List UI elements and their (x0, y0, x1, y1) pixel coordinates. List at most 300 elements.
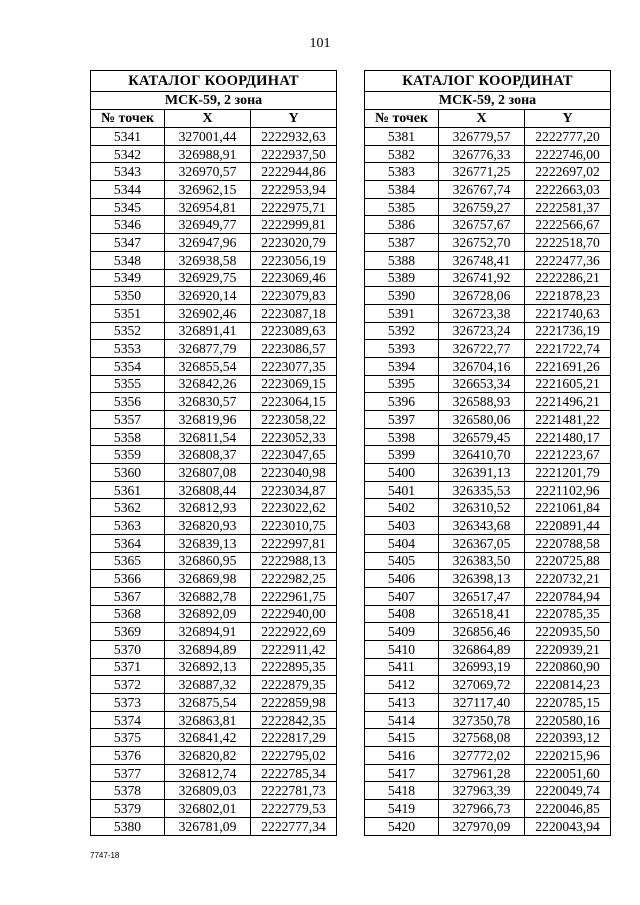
y-coordinate-cell: 2222937,50 (251, 145, 337, 163)
table-row (91, 163, 337, 181)
table-row (365, 322, 611, 340)
point-number-cell: 5415 (365, 729, 439, 747)
y-coordinate-cell: 2222988,13 (251, 552, 337, 570)
y-coordinate-cell: 2222961,75 (251, 587, 337, 605)
y-coordinate-cell: 2220784,94 (525, 587, 611, 605)
table-row (365, 446, 611, 464)
y-coordinate-cell: 2221061,84 (525, 499, 611, 517)
point-number-cell: 5418 (365, 782, 439, 800)
x-coordinate-cell: 326855,54 (165, 357, 251, 375)
y-coordinate-cell: 2221605,21 (525, 375, 611, 393)
y-coordinate-cell: 2222817,29 (251, 729, 337, 747)
x-coordinate-cell: 326812,74 (165, 764, 251, 782)
x-coordinate-cell: 326875,54 (165, 694, 251, 712)
x-coordinate-cell: 326864,89 (439, 640, 525, 658)
x-coordinate-cell: 326588,93 (439, 393, 525, 411)
point-number-cell: 5354 (91, 357, 165, 375)
y-coordinate-cell: 2222997,81 (251, 534, 337, 552)
point-number-cell: 5394 (365, 357, 439, 375)
y-coordinate-cell: 2223069,46 (251, 269, 337, 287)
y-coordinate-cell: 2223087,18 (251, 304, 337, 322)
y-coordinate-cell: 2222518,70 (525, 234, 611, 252)
y-coordinate-cell: 2222975,71 (251, 198, 337, 216)
header-point-number: № точек (365, 110, 439, 128)
point-number-cell: 5398 (365, 428, 439, 446)
y-coordinate-cell: 2222859,98 (251, 694, 337, 712)
y-coordinate-cell: 2221496,21 (525, 393, 611, 411)
x-coordinate-cell: 326383,50 (439, 552, 525, 570)
table-row (91, 800, 337, 818)
x-coordinate-cell: 326954,81 (165, 198, 251, 216)
y-coordinate-cell: 2223079,83 (251, 287, 337, 305)
point-number-cell: 5381 (365, 128, 439, 146)
y-coordinate-cell: 2223010,75 (251, 517, 337, 535)
point-number-cell: 5367 (91, 587, 165, 605)
point-number-cell: 5357 (91, 411, 165, 429)
table-row (365, 623, 611, 641)
x-coordinate-cell: 327772,02 (439, 747, 525, 765)
y-coordinate-cell: 2222779,53 (251, 800, 337, 818)
table-row (91, 764, 337, 782)
point-number-cell: 5416 (365, 747, 439, 765)
table-row (365, 411, 611, 429)
y-coordinate-cell: 2221480,17 (525, 428, 611, 446)
point-number-cell: 5406 (365, 570, 439, 588)
y-coordinate-cell: 2220393,12 (525, 729, 611, 747)
point-number-cell: 5399 (365, 446, 439, 464)
table-row (365, 128, 611, 146)
point-number-cell: 5386 (365, 216, 439, 234)
y-coordinate-cell: 2220043,94 (525, 817, 611, 835)
point-number-cell: 5420 (365, 817, 439, 835)
table-row (365, 747, 611, 765)
table-row (365, 340, 611, 358)
x-coordinate-cell: 326820,93 (165, 517, 251, 535)
table-row (91, 534, 337, 552)
y-coordinate-cell: 2222795,02 (251, 747, 337, 765)
y-coordinate-cell: 2221722,74 (525, 340, 611, 358)
document-code: 7747-18 (90, 851, 120, 860)
table-row (365, 711, 611, 729)
table-row (365, 694, 611, 712)
table-row (365, 357, 611, 375)
table-row (91, 817, 337, 835)
y-coordinate-cell: 2220814,23 (525, 676, 611, 694)
coordinate-catalog-left (90, 70, 337, 836)
x-coordinate-cell: 326819,96 (165, 411, 251, 429)
table-row (91, 446, 337, 464)
x-coordinate-cell: 326863,81 (165, 711, 251, 729)
header-x: X (165, 110, 251, 128)
y-coordinate-cell: 2223056,19 (251, 251, 337, 269)
y-coordinate-cell: 2223052,33 (251, 428, 337, 446)
table-row (91, 640, 337, 658)
point-number-cell: 5342 (91, 145, 165, 163)
point-number-cell: 5417 (365, 764, 439, 782)
x-coordinate-cell: 326723,24 (439, 322, 525, 340)
x-coordinate-cell: 326860,95 (165, 552, 251, 570)
y-coordinate-cell: 2221102,96 (525, 481, 611, 499)
point-number-cell: 5401 (365, 481, 439, 499)
x-coordinate-cell: 326887,32 (165, 676, 251, 694)
point-number-cell: 5404 (365, 534, 439, 552)
table-row (91, 251, 337, 269)
table-row (91, 393, 337, 411)
table-row (365, 517, 611, 535)
x-coordinate-cell: 326410,70 (439, 446, 525, 464)
point-number-cell: 5366 (91, 570, 165, 588)
point-number-cell: 5391 (365, 304, 439, 322)
table-row (91, 623, 337, 641)
y-coordinate-cell: 2223089,63 (251, 322, 337, 340)
x-coordinate-cell: 326722,77 (439, 340, 525, 358)
point-number-cell: 5378 (91, 782, 165, 800)
x-coordinate-cell: 326894,91 (165, 623, 251, 641)
x-coordinate-cell: 326779,57 (439, 128, 525, 146)
y-coordinate-cell: 2222953,94 (251, 181, 337, 199)
table-row (365, 782, 611, 800)
table-row (365, 800, 611, 818)
x-coordinate-cell: 326892,13 (165, 658, 251, 676)
y-coordinate-cell: 2220049,74 (525, 782, 611, 800)
y-coordinate-cell: 2220725,88 (525, 552, 611, 570)
x-coordinate-cell: 326869,98 (165, 570, 251, 588)
point-number-cell: 5345 (91, 198, 165, 216)
table-row (365, 534, 611, 552)
table-row (365, 587, 611, 605)
table-row (91, 181, 337, 199)
table-row (365, 163, 611, 181)
point-number-cell: 5402 (365, 499, 439, 517)
table-row (91, 658, 337, 676)
x-coordinate-cell: 327966,73 (439, 800, 525, 818)
table-row (91, 552, 337, 570)
x-coordinate-cell: 326947,96 (165, 234, 251, 252)
x-coordinate-cell: 326579,45 (439, 428, 525, 446)
table-row (365, 393, 611, 411)
point-number-cell: 5397 (365, 411, 439, 429)
y-coordinate-cell: 2222286,21 (525, 269, 611, 287)
table-row (91, 269, 337, 287)
point-number-cell: 5375 (91, 729, 165, 747)
point-number-cell: 5363 (91, 517, 165, 535)
x-coordinate-cell: 326877,79 (165, 340, 251, 358)
x-coordinate-cell: 327961,28 (439, 764, 525, 782)
y-coordinate-cell: 2220046,85 (525, 800, 611, 818)
x-coordinate-cell: 326367,05 (439, 534, 525, 552)
x-coordinate-cell: 326811,54 (165, 428, 251, 446)
x-coordinate-cell: 326723,38 (439, 304, 525, 322)
x-coordinate-cell: 326993,19 (439, 658, 525, 676)
y-coordinate-cell: 2220935,50 (525, 623, 611, 641)
point-number-cell: 5388 (365, 251, 439, 269)
point-number-cell: 5379 (91, 800, 165, 818)
point-number-cell: 5389 (365, 269, 439, 287)
y-coordinate-cell: 2223064,15 (251, 393, 337, 411)
table-row (365, 145, 611, 163)
x-coordinate-cell: 326776,33 (439, 145, 525, 163)
point-number-cell: 5368 (91, 605, 165, 623)
x-coordinate-cell: 326856,46 (439, 623, 525, 641)
x-coordinate-cell: 326894,89 (165, 640, 251, 658)
point-number-cell: 5352 (91, 322, 165, 340)
table-row (91, 375, 337, 393)
point-number-cell: 5393 (365, 340, 439, 358)
point-number-cell: 5413 (365, 694, 439, 712)
table-row (91, 428, 337, 446)
x-coordinate-cell: 326949,77 (165, 216, 251, 234)
point-number-cell: 5408 (365, 605, 439, 623)
y-coordinate-cell: 2222932,63 (251, 128, 337, 146)
y-coordinate-cell: 2222944,86 (251, 163, 337, 181)
point-number-cell: 5365 (91, 552, 165, 570)
y-coordinate-cell: 2222982,25 (251, 570, 337, 588)
x-coordinate-cell: 327001,44 (165, 128, 251, 146)
table-row (365, 658, 611, 676)
point-number-cell: 5380 (91, 817, 165, 835)
table-row (91, 216, 337, 234)
point-number-cell: 5358 (91, 428, 165, 446)
y-coordinate-cell: 2220051,60 (525, 764, 611, 782)
point-number-cell: 5341 (91, 128, 165, 146)
table-row (365, 287, 611, 305)
y-coordinate-cell: 2222746,00 (525, 145, 611, 163)
table-row (91, 605, 337, 623)
y-coordinate-cell: 2222922,69 (251, 623, 337, 641)
point-number-cell: 5356 (91, 393, 165, 411)
x-coordinate-cell: 327963,39 (439, 782, 525, 800)
table-row (91, 234, 337, 252)
x-coordinate-cell: 326892,09 (165, 605, 251, 623)
point-number-cell: 5376 (91, 747, 165, 765)
point-number-cell: 5382 (365, 145, 439, 163)
x-coordinate-cell: 327069,72 (439, 676, 525, 694)
table-row (365, 481, 611, 499)
x-coordinate-cell: 326938,58 (165, 251, 251, 269)
y-coordinate-cell: 2220891,44 (525, 517, 611, 535)
x-coordinate-cell: 326767,74 (439, 181, 525, 199)
point-number-cell: 5412 (365, 676, 439, 694)
x-coordinate-cell: 326839,13 (165, 534, 251, 552)
point-number-cell: 5370 (91, 640, 165, 658)
table-row (91, 676, 337, 694)
catalog-body (91, 128, 337, 836)
point-number-cell: 5360 (91, 464, 165, 482)
point-number-cell: 5346 (91, 216, 165, 234)
x-coordinate-cell: 326580,06 (439, 411, 525, 429)
y-coordinate-cell: 2222777,20 (525, 128, 611, 146)
y-coordinate-cell: 2222781,73 (251, 782, 337, 800)
point-number-cell: 5343 (91, 163, 165, 181)
x-coordinate-cell: 326841,42 (165, 729, 251, 747)
table-row (91, 357, 337, 375)
x-coordinate-cell: 326653,34 (439, 375, 525, 393)
point-number-cell: 5414 (365, 711, 439, 729)
y-coordinate-cell: 2222777,34 (251, 817, 337, 835)
y-coordinate-cell: 2220860,90 (525, 658, 611, 676)
y-coordinate-cell: 2222697,02 (525, 163, 611, 181)
point-number-cell: 5396 (365, 393, 439, 411)
y-coordinate-cell: 2221201,79 (525, 464, 611, 482)
table-row (365, 464, 611, 482)
x-coordinate-cell: 326902,46 (165, 304, 251, 322)
catalog-zone: МСК-59, 2 зона (365, 92, 611, 110)
point-number-cell: 5410 (365, 640, 439, 658)
y-coordinate-cell: 2220785,35 (525, 605, 611, 623)
x-coordinate-cell: 326752,70 (439, 234, 525, 252)
x-coordinate-cell: 326970,57 (165, 163, 251, 181)
table-row (91, 517, 337, 535)
table-row (91, 128, 337, 146)
x-coordinate-cell: 327117,40 (439, 694, 525, 712)
table-row (91, 145, 337, 163)
y-coordinate-cell: 2222581,37 (525, 198, 611, 216)
table-row (365, 251, 611, 269)
y-coordinate-cell: 2221878,23 (525, 287, 611, 305)
point-number-cell: 5377 (91, 764, 165, 782)
x-coordinate-cell: 326771,25 (439, 163, 525, 181)
y-coordinate-cell: 2222911,42 (251, 640, 337, 658)
table-row (91, 481, 337, 499)
y-coordinate-cell: 2222879,35 (251, 676, 337, 694)
point-number-cell: 5392 (365, 322, 439, 340)
table-row (365, 499, 611, 517)
y-coordinate-cell: 2220785,15 (525, 694, 611, 712)
x-coordinate-cell: 326808,37 (165, 446, 251, 464)
table-row (365, 234, 611, 252)
x-coordinate-cell: 326809,03 (165, 782, 251, 800)
table-row (91, 287, 337, 305)
catalog-title: КАТАЛОГ КООРДИНАТ (91, 71, 337, 92)
table-row (365, 198, 611, 216)
table-row (91, 499, 337, 517)
point-number-cell: 5344 (91, 181, 165, 199)
table-row (91, 747, 337, 765)
table-row (365, 570, 611, 588)
point-number-cell: 5385 (365, 198, 439, 216)
x-coordinate-cell: 326802,01 (165, 800, 251, 818)
table-row (91, 711, 337, 729)
y-coordinate-cell: 2223047,65 (251, 446, 337, 464)
x-coordinate-cell: 326962,15 (165, 181, 251, 199)
table-row (91, 411, 337, 429)
table-row (365, 375, 611, 393)
table-row (365, 605, 611, 623)
table-row (365, 304, 611, 322)
x-coordinate-cell: 326517,47 (439, 587, 525, 605)
y-coordinate-cell: 2223034,87 (251, 481, 337, 499)
y-coordinate-cell: 2220732,21 (525, 570, 611, 588)
y-coordinate-cell: 2220788,58 (525, 534, 611, 552)
point-number-cell: 5373 (91, 694, 165, 712)
x-coordinate-cell: 326808,44 (165, 481, 251, 499)
header-point-number: № точек (91, 110, 165, 128)
x-coordinate-cell: 326310,52 (439, 499, 525, 517)
y-coordinate-cell: 2221740,63 (525, 304, 611, 322)
table-row (365, 552, 611, 570)
x-coordinate-cell: 326988,91 (165, 145, 251, 163)
point-number-cell: 5419 (365, 800, 439, 818)
point-number-cell: 5403 (365, 517, 439, 535)
x-coordinate-cell: 326343,68 (439, 517, 525, 535)
y-coordinate-cell: 2221736,19 (525, 322, 611, 340)
header-y: Y (525, 110, 611, 128)
table-row (91, 340, 337, 358)
x-coordinate-cell: 326891,41 (165, 322, 251, 340)
point-number-cell: 5411 (365, 658, 439, 676)
point-number-cell: 5400 (365, 464, 439, 482)
y-coordinate-cell: 2223022,62 (251, 499, 337, 517)
table-row (91, 587, 337, 605)
y-coordinate-cell: 2220215,96 (525, 747, 611, 765)
x-coordinate-cell: 326820,82 (165, 747, 251, 765)
y-coordinate-cell: 2222999,81 (251, 216, 337, 234)
x-coordinate-cell: 326741,92 (439, 269, 525, 287)
point-number-cell: 5353 (91, 340, 165, 358)
point-number-cell: 5405 (365, 552, 439, 570)
y-coordinate-cell: 2221223,67 (525, 446, 611, 464)
point-number-cell: 5359 (91, 446, 165, 464)
point-number-cell: 5374 (91, 711, 165, 729)
point-number-cell: 5347 (91, 234, 165, 252)
table-row (91, 464, 337, 482)
point-number-cell: 5395 (365, 375, 439, 393)
x-coordinate-cell: 326920,14 (165, 287, 251, 305)
point-number-cell: 5371 (91, 658, 165, 676)
x-coordinate-cell: 326929,75 (165, 269, 251, 287)
x-coordinate-cell: 326728,06 (439, 287, 525, 305)
table-row (91, 198, 337, 216)
y-coordinate-cell: 2222477,36 (525, 251, 611, 269)
x-coordinate-cell: 326757,67 (439, 216, 525, 234)
catalog-title: КАТАЛОГ КООРДИНАТ (365, 71, 611, 92)
table-row (91, 694, 337, 712)
y-coordinate-cell: 2221691,26 (525, 357, 611, 375)
point-number-cell: 5350 (91, 287, 165, 305)
x-coordinate-cell: 326391,13 (439, 464, 525, 482)
table-row (91, 729, 337, 747)
table-row (365, 817, 611, 835)
point-number-cell: 5364 (91, 534, 165, 552)
table-row (365, 428, 611, 446)
x-coordinate-cell: 326830,57 (165, 393, 251, 411)
y-coordinate-cell: 2223020,79 (251, 234, 337, 252)
point-number-cell: 5369 (91, 623, 165, 641)
table-row (365, 640, 611, 658)
table-row (365, 676, 611, 694)
x-coordinate-cell: 327568,08 (439, 729, 525, 747)
point-number-cell: 5387 (365, 234, 439, 252)
y-coordinate-cell: 2223077,35 (251, 357, 337, 375)
x-coordinate-cell: 326882,78 (165, 587, 251, 605)
point-number-cell: 5407 (365, 587, 439, 605)
y-coordinate-cell: 2223040,98 (251, 464, 337, 482)
x-coordinate-cell: 327970,09 (439, 817, 525, 835)
table-row (365, 269, 611, 287)
x-coordinate-cell: 326518,41 (439, 605, 525, 623)
point-number-cell: 5390 (365, 287, 439, 305)
table-row (91, 570, 337, 588)
x-coordinate-cell: 326759,27 (439, 198, 525, 216)
y-coordinate-cell: 2222785,34 (251, 764, 337, 782)
point-number-cell: 5361 (91, 481, 165, 499)
point-number-cell: 5351 (91, 304, 165, 322)
point-number-cell: 5355 (91, 375, 165, 393)
y-coordinate-cell: 2221481,22 (525, 411, 611, 429)
y-coordinate-cell: 2220580,16 (525, 711, 611, 729)
table-row (365, 764, 611, 782)
y-coordinate-cell: 2223069,15 (251, 375, 337, 393)
